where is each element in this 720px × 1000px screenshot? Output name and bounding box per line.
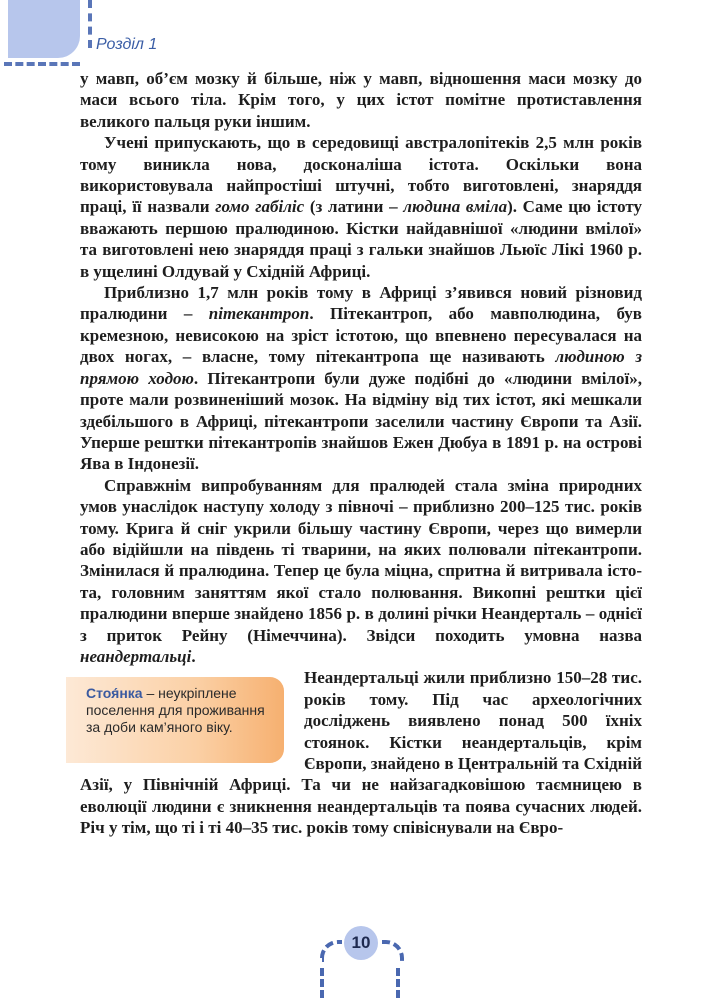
- paragraph: [80, 68, 642, 132]
- dashed-arc-decoration: [382, 940, 404, 962]
- corner-dash-decoration: [88, 0, 92, 48]
- italic-term: пітекантроп: [208, 304, 310, 324]
- page-number: 10: [344, 926, 378, 960]
- corner-dash-decoration: [4, 62, 80, 66]
- text-run: Учені припускають, що в середовищі австралопітеків 2,5 млн років тому виникла нова, досконаліша істота. Оскільки вона використовувала найпростіші штучні, тобто виготовлені, знаряддя праці, її назвали: [80, 133, 642, 217]
- corner-tab-decoration: [8, 0, 80, 58]
- text-run: ). Саме цю істоту вважають першою пралюдиною. Кістки найдавнішої «людини вмілої» та виготовлені нею знаряддя праці з гальки знайшов Льюїс Лікі 1960 р. в ущелині Олдувай у Східній Африці.: [80, 197, 642, 281]
- italic-term: неандертальці: [80, 646, 192, 666]
- definition-box: [66, 677, 284, 763]
- text-run: . Пітекантроп, або мавполюдина, був кремезною, невисокою на зріст істотою, що впевнено пересувалася на двох ногах, – власне, тому пітекантропа ще називають: [80, 304, 642, 367]
- text-run: Справжнім випробуванням для пралюдей стала зміна природних умов унаслідок наступу холоду з півночі – приблизно 200–125 тис. років тому. Крига й сніг укрили більшу частину Європи, через що вимерли або відійшли на південь ті тварини, на яких полювали пітекантропи. Змінилася й пралюдина. Тепер це була міцна, спритна й витривала істота, головним заняттям якої стало полювання. Викопні рештки цієї пралюдини вперше знайдено 1856 р. в долині річки Неандерталь – однієї з приток Рейну (Німеччина). Звідси походить умовна назва: [80, 475, 642, 645]
- text-run: .: [191, 646, 196, 666]
- body-text: [80, 68, 642, 839]
- paragraph: [80, 132, 642, 282]
- paragraph: [80, 475, 642, 668]
- paragraph-list: [80, 68, 642, 667]
- page-number-decoration: [316, 924, 406, 1000]
- paragraph: [80, 282, 642, 475]
- dashed-arc-decoration: [320, 940, 342, 962]
- definition-term: Стоя́нка: [86, 685, 143, 702]
- dashed-line-decoration: [396, 968, 400, 998]
- text-run: (з латини –: [304, 197, 404, 217]
- text-run: . Пітекантропи були дуже подібні до «людини вмілої», проте мали розвиненіший мозок. На відміну від тих істот, які мешкали здебільшого в Африці, пітекантропи заселили частину Європи та Азії. Уперше рештки пітекантропів знайшов Ежен Дюбуа в 1891 р. на острові Ява в Індонезії.: [80, 368, 642, 474]
- text-run: Приблизно 1,7 млн років тому в Африці з’явився новий різновид пралюдини –: [80, 283, 642, 324]
- italic-term: гомо габіліс: [215, 197, 305, 217]
- italic-term: людина вміла: [403, 197, 508, 217]
- section-label: Розділ 1: [96, 36, 158, 53]
- paragraph: Неандертальці жили приблизно 150–28 тис. років тому. Під час археологічних досліджень виявлено понад 500 їхніх стоянок. Кістки неандертальців, крім Європи, знайдено в Центральній та Східній Азії, у Північній Африці. Та чи не найзагадковішою таємницею в еволюції людини є зникнення неандертальців та поява сучасних людей. Річ у тім, що ті і ті 40–35 тис. років тому співіснували на Євро-: [80, 668, 642, 838]
- text-run: у мавп, об’єм мозку й більше, ніж у мавп, відношення маси мозку до маси всього тіла. Крім того, у цих істот помітне протиставлення великого пальця руки іншим.: [80, 69, 642, 131]
- definition-text: – неукріплене поселення для проживання за доби кам’яного віку.: [86, 685, 265, 736]
- italic-term: людиною з прямою ходою: [80, 347, 642, 388]
- dashed-line-decoration: [320, 968, 324, 998]
